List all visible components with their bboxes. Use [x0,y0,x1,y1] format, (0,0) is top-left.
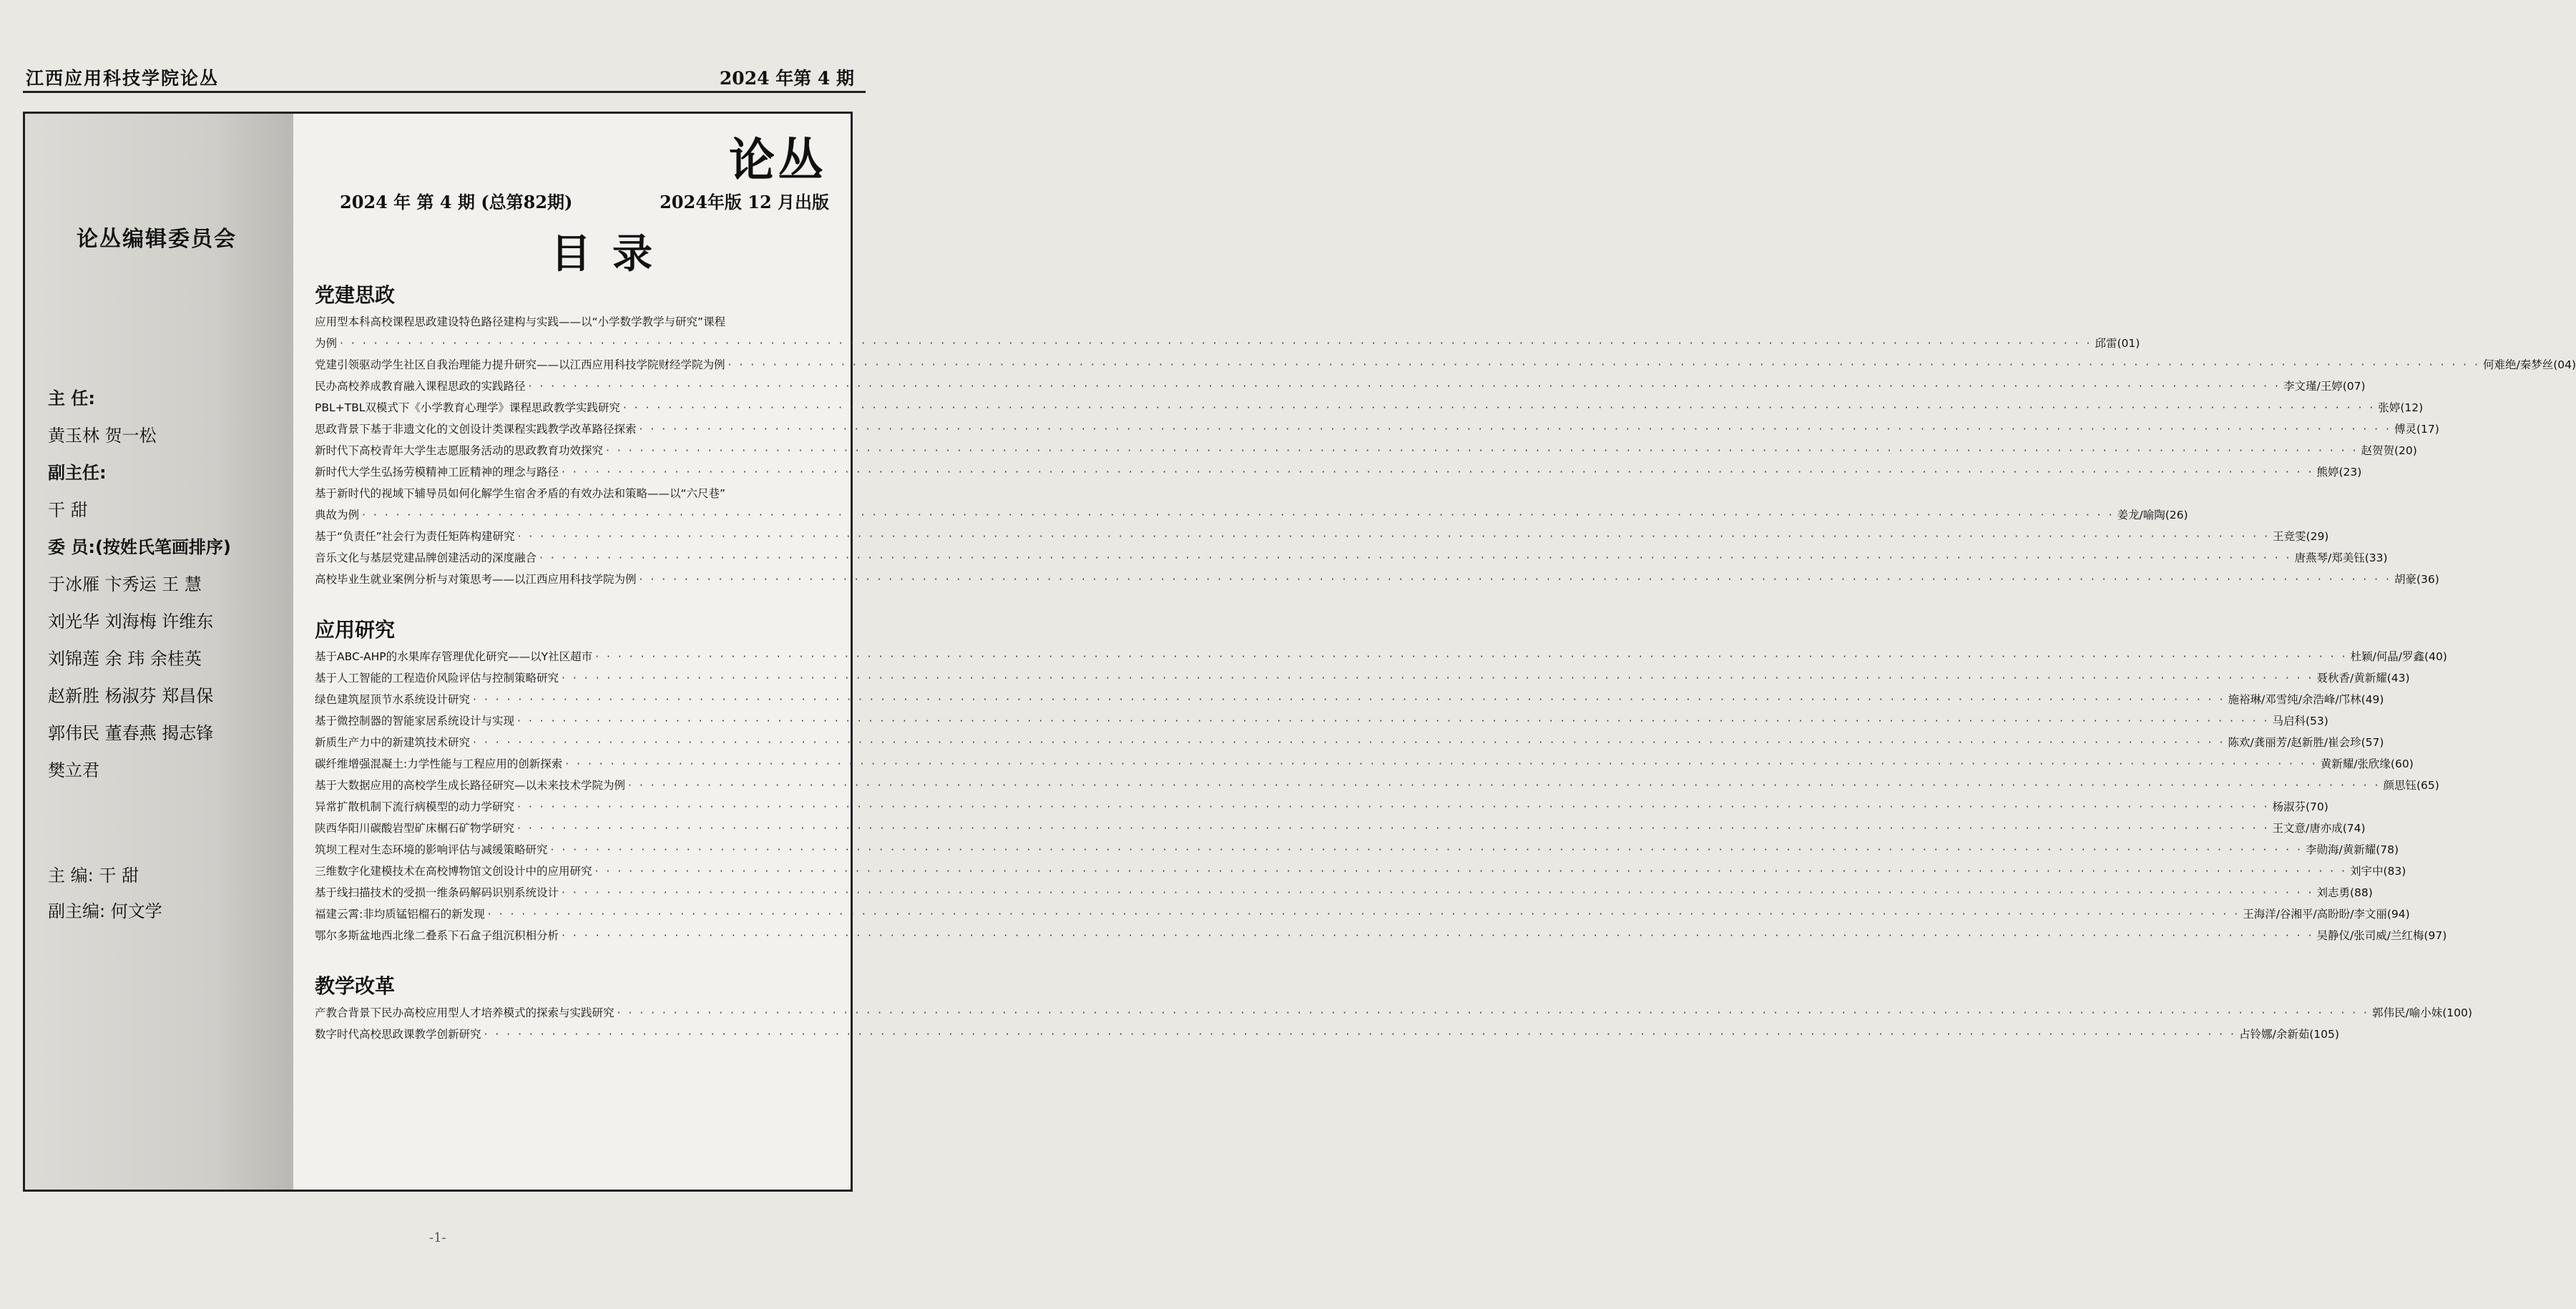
leader-dots [551,839,2303,861]
leader-dots [595,646,2347,667]
page-number: -1- [429,1230,446,1245]
entry-line [315,1002,2472,1024]
entry-line [315,1024,2339,1045]
leader-dots [518,526,2270,547]
entry-line [315,440,2417,461]
entry-author: 傅灵 [2394,423,2416,436]
entry-page-number: (43) [2386,672,2410,685]
toc-entry [315,903,2410,925]
leader-dots [562,461,2313,483]
entry-line [315,775,2439,796]
toc-entry [315,311,2140,354]
entry-author: 黄新耀/张欣缘 [2320,758,2391,770]
entry-line [315,547,2388,569]
entry-page-number: (33) [2364,551,2388,564]
toc-entry [315,710,2328,732]
entry-line [315,925,2447,946]
entry-page-number: (53) [2305,715,2328,727]
entry-line [315,689,2384,710]
toc-entry [315,418,2439,440]
entry-title: 新时代大学生弘扬劳模精神工匠精神的理念与路径 [315,466,559,479]
toc-entry [315,775,2439,796]
entry-line [315,882,2373,903]
entry-line [315,753,2414,775]
entry-author: 李勋海/黄新耀 [2305,843,2376,856]
entry-line [315,646,2447,667]
leader-dots [595,861,2347,882]
entry-author: 熊婷 [2316,466,2339,479]
entry-page-number: (04) [2553,358,2576,371]
entry-line [315,569,2439,590]
section-gap [315,590,841,614]
entry-page-number: (100) [2442,1006,2472,1019]
entry-author: 刘宇中 [2349,865,2384,878]
leader-dots [628,775,2380,796]
entry-line [315,861,2406,882]
entry-author: 施裕琳/邓雪纯/余浩峰/邝林 [2228,693,2361,706]
brand-title: 论丛 [729,134,826,187]
leader-dots [640,569,2391,590]
entry-page-number: (57) [2361,736,2384,749]
toc-entry [315,1002,2472,1024]
entry-line [315,526,2329,547]
contents-frame [23,112,2576,1192]
committee-members: 郭伟民 董春燕 揭志锋 [48,723,214,743]
editors-list [48,858,162,929]
entry-author: 陈欢/龚丽芳/赵新胜/崔会珍 [2228,736,2361,749]
entry-title: PBL+TBL双模式下《小学教育心理学》课程思政教学实践研究 [315,401,620,414]
entry-page-number: (20) [2394,444,2417,457]
section-heading: 应用研究 [315,618,396,642]
entry-title: 基于ABC-AHP的水果库存管理优化研究——以Y社区超市 [315,650,593,663]
entry-page-number: (07) [2342,380,2366,393]
leader-dots [473,689,2225,710]
entry-line [315,667,2410,689]
entry-title: 基于人工智能的工程造价风险评估与控制策略研究 [315,672,559,685]
leader-dots [640,418,2391,440]
entry-title: 新时代下高校青年大学生志愿服务活动的思政教育功效探究 [315,444,604,457]
entry-line [315,333,2140,354]
entry-author: 吴静仪/张司威/兰红梅 [2316,929,2424,942]
section-heading: 党建思政 [315,283,396,307]
section-gap [315,946,841,971]
entry-page-number: (49) [2361,693,2384,706]
entry-page-number: (105) [2309,1028,2339,1041]
leader-dots [529,376,2281,397]
entry-title: 基于微控制器的智能家居系统设计与实现 [315,715,515,727]
leader-dots [340,333,2092,354]
committee-members: 干 甜 [48,500,88,520]
toc-entry [315,354,2576,376]
entry-page-number: (97) [2424,929,2447,942]
entry-line [315,818,2366,839]
entry-author: 杨淑芬 [2272,800,2306,813]
entry-author: 邱雷 [2095,337,2117,350]
entry-title: 基于“负责任”社会行为责任矩阵构建研究 [315,530,515,543]
entry-title: 异常扩散机制下流行病模型的动力学研究 [315,800,515,813]
entry-title: 绿色建筑屋顶节水系统设计研究 [315,693,471,706]
toc-entry [315,376,2366,397]
entry-line [315,710,2328,732]
entry-title: 基于大数据应用的高校学生成长路径研究—以未来技术学院为例 [315,779,626,792]
toc-entry [315,689,2384,710]
entry-author: 张婷 [2378,401,2401,414]
toc-entry [315,882,2373,903]
committee-title: 论丛编辑委员会 [77,227,237,252]
toc-entry [315,461,2362,483]
entry-line [315,397,2424,418]
entry-title: 数字时代高校思政课教学创新研究 [315,1028,481,1041]
entry-author: 王海洋/谷湘平/高盼盼/李文丽 [2243,908,2387,921]
committee-list [48,380,291,789]
entry-line [315,732,2384,753]
toc-entry [315,732,2384,753]
entry-author: 刘志勇 [2316,886,2350,899]
entry-line [315,376,2366,397]
leader-dots [562,925,2313,946]
leader-dots [565,753,2317,775]
entry-author: 颜思钰 [2383,779,2416,792]
entry-author: 杜颖/何晶/罗鑫 [2350,650,2425,663]
entry-line [315,796,2328,818]
entry-page-number: (78) [2376,843,2399,856]
toc-entry [315,440,2417,461]
leader-dots [362,504,2114,526]
entry-title: 陕西华阳川碳酸岩型矿床榍石矿物学研究 [315,822,515,835]
toc-entry [315,397,2424,418]
entry-author: 何难绝/秦梦丝 [2482,358,2554,371]
toc-entry [315,646,2447,667]
toc-entry [315,796,2328,818]
edition-line: 2024年版 12 月出版 [660,192,829,212]
entry-title: 鄂尔多斯盆地西北缘二叠系下石盒子组沉积相分析 [315,929,559,942]
toc-entry [315,483,2188,526]
committee-role: 委 员:(按姓氏笔画排序) [48,537,231,557]
entry-author: 李文瑾/王婷 [2283,380,2343,393]
entry-title: 基于线扫描技术的受损一维条码解码识别系统设计 [315,886,559,899]
leader-dots [623,397,2375,418]
entry-author: 唐燕琴/郑美钰 [2294,551,2365,564]
leader-dots [562,667,2313,689]
entry-author: 占铃娜/余新茹 [2238,1028,2310,1041]
entry-author: 赵贺贺 [2361,444,2394,457]
entry-page-number: (01) [2117,337,2140,350]
leader-dots [484,1024,2236,1045]
toc-entry [315,526,2329,547]
entry-page-number: (83) [2383,865,2406,878]
toc-entry [315,753,2414,775]
entry-title: 音乐文化与基层党建品牌创建活动的深度融合 [315,551,537,564]
editor-line: 主 编: 干 甜 [48,866,139,886]
section-heading: 教学改革 [315,974,396,998]
entry-title: 党建引领驱动学生社区自我治理能力提升研究——以江西应用科技学院财经学院为例 [315,358,725,371]
entry-author: 聂秋香/黄新耀 [2316,672,2387,685]
entry-line [315,903,2410,925]
committee-members: 刘锦莲 余 玮 余桂英 [48,649,202,669]
entry-page-number: (12) [2400,401,2424,414]
entry-line [315,354,2576,376]
toc-entry [315,925,2447,946]
entry-title: 筑坝工程对生态环境的影响评估与减缓策略研究 [315,843,548,856]
entry-title: 产教合背景下民办高校应用型人才培养模式的探索与实践研究 [315,1006,614,1019]
running-header-journal: 江西应用科技学院论丛 [26,68,220,89]
table-of-contents [315,280,2576,1045]
entry-page-number: (40) [2424,650,2447,663]
entry-page-number: (29) [2306,530,2329,543]
committee-members: 樊立君 [48,760,99,780]
leader-dots [517,796,2269,818]
committee-members: 刘光华 刘海梅 许维东 [48,612,214,632]
leader-dots [488,903,2240,925]
entry-page-number: (74) [2342,822,2366,835]
toc-entry [315,1024,2339,1045]
leader-dots [606,440,2358,461]
leader-dots [539,547,2291,569]
committee-role: 主 任: [48,388,95,408]
entry-page-number: (17) [2416,423,2439,436]
entry-page-number: (94) [2386,908,2410,921]
toc-title: 目录 [551,231,674,278]
header-rule [23,91,866,93]
entry-line [315,418,2439,440]
running-header-issue: 2024 年第 4 期 [719,68,854,89]
committee-members: 赵新胜 杨淑芬 郑昌保 [48,686,214,706]
toc-entry [315,839,2399,861]
editor-line: 副主编: 何文学 [48,901,162,921]
toc-entry [315,818,2366,839]
toc-entry [315,861,2406,882]
entry-page-number: (36) [2416,573,2439,586]
leader-dots [562,882,2313,903]
entry-author: 郭伟民/喻小妹 [2371,1006,2443,1019]
entry-author: 王竞雯 [2273,530,2306,543]
toc-entry [315,569,2439,590]
leader-dots [473,732,2225,753]
entry-author: 王文意/唐亦成 [2272,822,2343,835]
committee-role: 副主任: [48,463,107,483]
entry-page-number: (65) [2416,779,2439,792]
issue-line: 2024 年 第 4 期 (总第82期) [340,192,573,212]
entry-page-number: (60) [2390,758,2414,770]
entry-title: 思政背景下基于非遗文化的文创设计类课程实践教学改革路径探索 [315,423,637,436]
entry-title: 民办高校养成教育融入课程思政的实践路径 [315,380,526,393]
committee-members: 于冰雁 卞秀运 王 慧 [48,574,202,594]
entry-title: 高校毕业生就业案例分析与对策思考——以江西应用科技学院为例 [315,573,637,586]
entry-title: 碳纤维增强混凝土:力学性能与工程应用的创新探索 [315,758,563,770]
entry-title: 新质生产力中的新建筑技术研究 [315,736,471,749]
entry-author: 马启科 [2272,715,2306,727]
entry-author: 姜龙/喻陶 [2117,509,2165,521]
entry-page-number: (88) [2349,886,2373,899]
entry-page-number: (23) [2339,466,2362,479]
entry-title: 应用型本科高校课程思政建设特色路径建构与实践——以“小学数学教学与研究”课程 [315,315,726,328]
entry-title-continued: 为例 [315,337,338,350]
entry-title: 福建云霄:非均质锰铝榴石的新发现 [315,908,485,921]
toc-entry [315,547,2388,569]
entry-line [315,504,2188,526]
entry-title: 基于新时代的视域下辅导员如何化解学生宿舍矛盾的有效办法和策略——以“六尺巷” [315,487,726,500]
leader-dots [728,354,2480,376]
entry-line [315,461,2362,483]
entry-page-number: (26) [2165,509,2188,521]
leader-dots [517,710,2269,732]
leader-dots [617,1002,2369,1024]
toc-entry [315,667,2410,689]
entry-line [315,839,2399,861]
entry-title-continued: 典故为例 [315,509,360,521]
leader-dots [517,818,2269,839]
entry-title: 三维数字化建模技术在高校博物馆文创设计中的应用研究 [315,865,592,878]
entry-page-number: (70) [2305,800,2328,813]
committee-members: 黄玉林 贺一松 [48,426,157,446]
entry-author: 胡豪 [2394,573,2416,586]
